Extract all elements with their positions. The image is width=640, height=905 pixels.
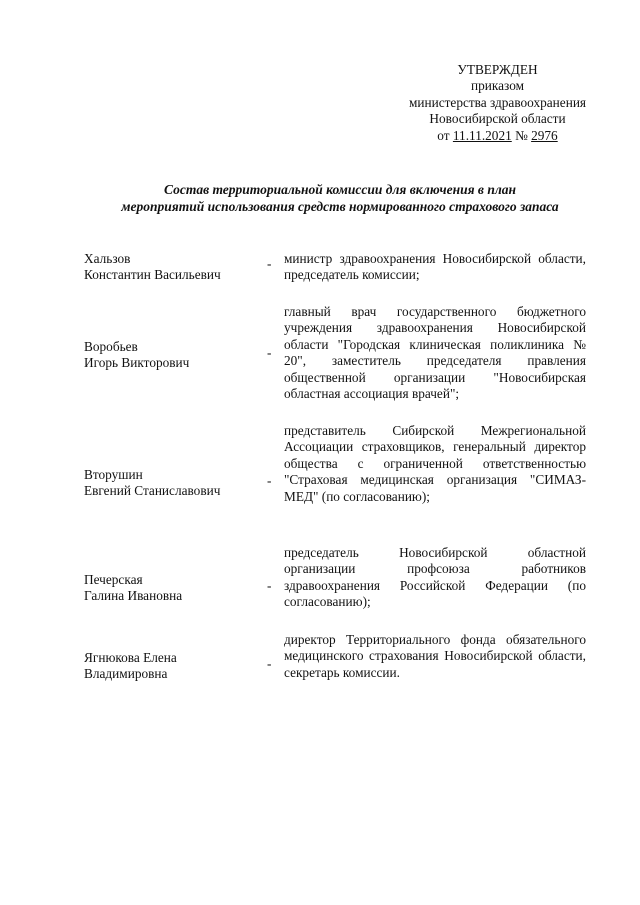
member-row	[84, 423, 586, 523]
approval-order-word: приказом	[470, 78, 525, 94]
member-given-names: Игорь Викторович	[84, 355, 190, 371]
approval-heading: УТВЕРЖДЕН	[457, 62, 538, 77]
member-given-names: Константин Васильевич	[84, 267, 221, 283]
member-name	[84, 650, 259, 683]
approval-number: 2976	[531, 127, 558, 143]
member-given-names: Евгений Станиславович	[84, 483, 221, 499]
title-line-1: Состав территориальной комиссии для включения в план	[163, 182, 517, 197]
member-row	[84, 632, 586, 684]
member-description: министр здравоохранения Новосибирской области, председатель комиссии;	[284, 251, 586, 283]
approval-number-sign: №	[515, 127, 528, 143]
member-surname: Печерская	[84, 572, 143, 587]
member-surname: Вторушин	[84, 467, 143, 482]
document-title	[60, 181, 620, 215]
member-given-names: Владимировна	[84, 666, 168, 682]
approval-date: 11.11.2021	[452, 127, 512, 143]
approval-stamp	[390, 62, 605, 144]
member-description: представитель Сибирской Межрегиональной Ассоциации страховщиков, генеральный директор общества с ограниченной ответственностью "Страховая медицинская организация "СИМАЗ-МЕД" (по согласованию);	[284, 423, 586, 504]
member-description: председатель Новосибирской областной организации профсоюза работников здравоохранения Российской Федерации (по согласованию);	[284, 545, 586, 610]
member-given-names: Галина Ивановна	[84, 588, 183, 604]
member-dash: -	[267, 656, 272, 671]
member-dash: -	[267, 473, 272, 488]
member-surname: Воробьев	[84, 339, 138, 354]
member-row	[84, 545, 586, 615]
approval-ministry: министерства здравоохранения	[408, 94, 587, 110]
member-surname: Хальзов	[84, 251, 131, 266]
member-row	[84, 251, 586, 285]
member-description: директор Территориального фонда обязательного медицинского страхования Новосибирской области, секретарь комиссии.	[284, 632, 586, 680]
approval-region: Новосибирской области	[429, 111, 566, 127]
member-name	[84, 467, 259, 500]
member-surname: Ягнюкова Елена	[84, 650, 177, 665]
member-row	[84, 304, 586, 404]
member-name	[84, 339, 259, 372]
title-line-2: мероприятий использования средств нормированного страхового запаса	[121, 199, 559, 214]
member-name	[84, 251, 259, 284]
member-dash: -	[267, 578, 272, 593]
approval-date-line	[390, 128, 605, 144]
member-description: главный врач государственного бюджетного учреждения здравоохранения Новосибирской области "Городская клиническая поликлиника № 20", заместитель председателя правления общественной организации "Новосибирская областная ассоциация врачей";	[284, 304, 586, 402]
member-name	[84, 572, 259, 605]
member-dash: -	[267, 256, 272, 271]
approval-date-prefix: от	[437, 127, 450, 143]
member-dash: -	[267, 345, 272, 360]
